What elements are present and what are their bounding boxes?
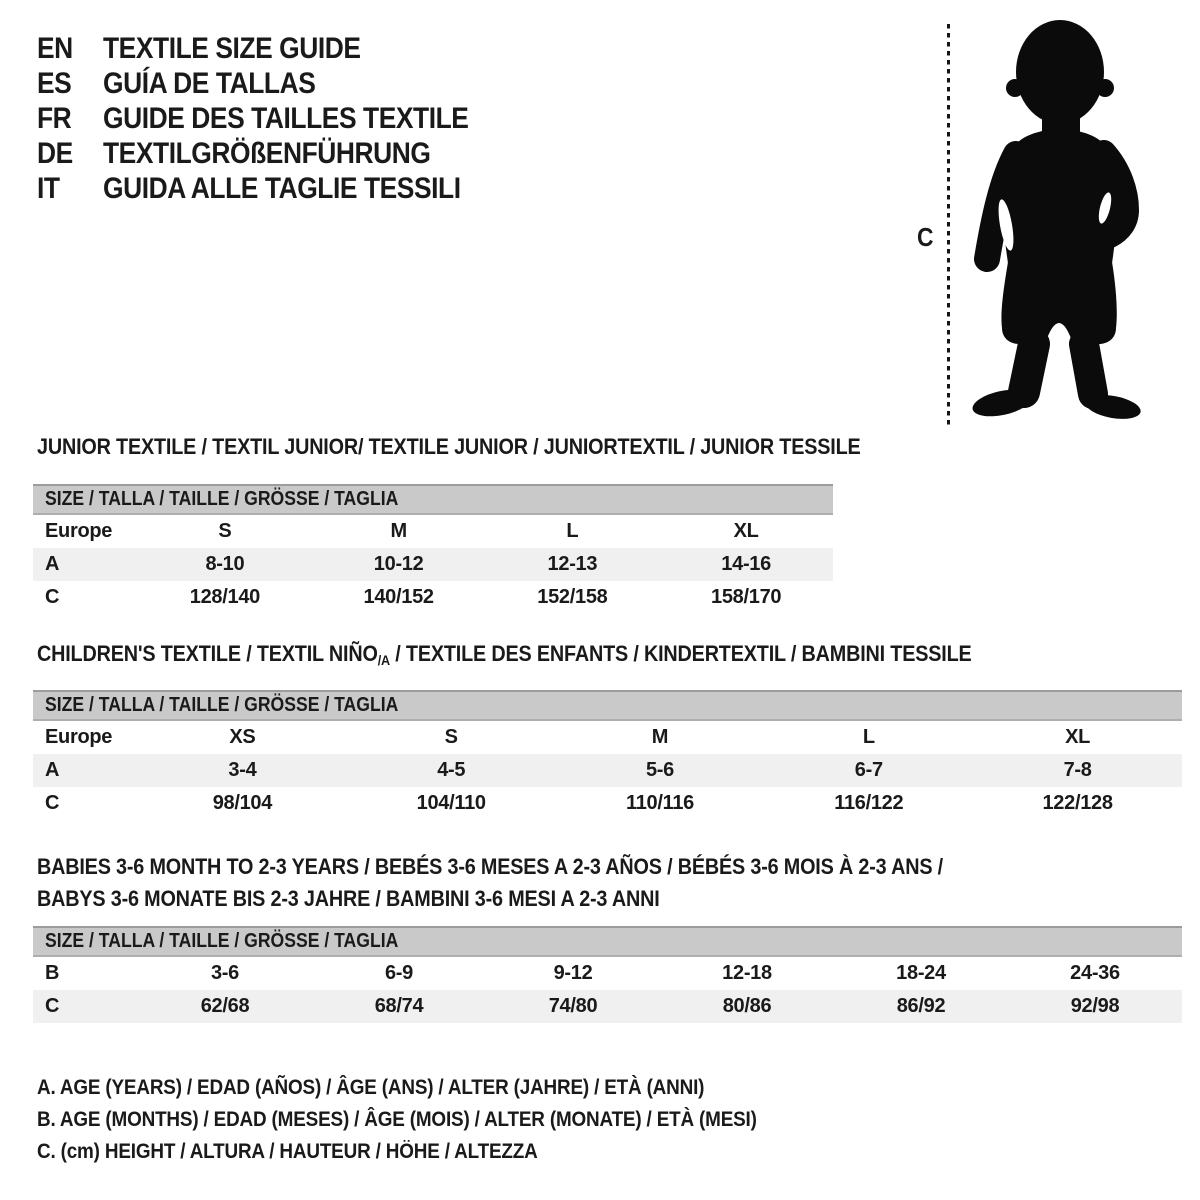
title-line-2: BABYS 3-6 MONATE BIS 2-3 JAHRE / BAMBINI 3-6 MESI A 2-3 ANNI: [37, 886, 660, 911]
table-cell: 68/74: [374, 995, 424, 1017]
table-cell: 98/104: [212, 792, 273, 814]
table-cell: XS: [229, 726, 256, 748]
table-cell: M: [651, 726, 669, 748]
legend-line-a: A. AGE (YEARS) / EDAD (AÑOS) / ÂGE (ANS) / ALTER (JAHRE) / ETÀ (ANNI): [37, 1076, 705, 1099]
table-cell: Europe: [45, 520, 113, 542]
table-cell: 122/128: [1042, 792, 1113, 814]
table-cell: 7-8: [1063, 759, 1092, 781]
table-cell: M: [390, 520, 407, 542]
language-title: GUIDE DES TAILLES TEXTILE: [103, 101, 469, 135]
size-header-label: SIZE / TALLA / TAILLE / GRÖSSE / TAGLIA: [45, 694, 399, 716]
row-label: A: [45, 553, 60, 575]
table-column-header-row: [33, 515, 833, 548]
table-row-height: [33, 990, 1182, 1023]
language-row-fr: [37, 101, 518, 136]
measurement-legend: [37, 1072, 837, 1168]
legend-line-c: C. (cm) HEIGHT / ALTURA / HAUTEUR / HÖHE / ALTEZZA: [37, 1140, 538, 1163]
table-cell: 62/68: [200, 995, 250, 1017]
language-code: DE: [37, 136, 73, 170]
table-cell: XL: [1065, 726, 1091, 748]
size-header-bar: [33, 484, 833, 515]
table-cell: 128/140: [189, 586, 260, 608]
table-cell: L: [862, 726, 875, 748]
junior-size-table: [33, 484, 833, 614]
table-cell: 74/80: [548, 995, 598, 1017]
language-row-en: [37, 31, 518, 66]
title-line-1: BABIES 3-6 MONTH TO 2-3 YEARS / BEBÉS 3-6 MESES A 2-3 AÑOS / BÉBÉS 3-6 MOIS À 2-3 ANS /: [37, 854, 943, 879]
table-cell: 80/86: [722, 995, 772, 1017]
row-label: A: [45, 759, 60, 781]
children-section-title: [37, 641, 972, 667]
table-cell: Europe: [45, 726, 113, 748]
language-code: EN: [37, 31, 73, 65]
language-title: GUIDA ALLE TAGLIE TESSILI: [103, 171, 461, 205]
table-cell: 14-16: [721, 553, 771, 575]
size-header-bar: [33, 690, 1182, 721]
row-label: C: [45, 792, 60, 814]
table-row-age: [33, 754, 1182, 787]
size-header-label: SIZE / TALLA / TAILLE / GRÖSSE / TAGLIA: [45, 930, 399, 952]
table-cell: 104/110: [416, 792, 486, 814]
table-cell: XL: [733, 520, 759, 542]
table-cell: 8-10: [205, 553, 245, 575]
table-cell: 158/170: [711, 586, 782, 608]
language-row-es: [37, 66, 518, 101]
table-cell: 140/152: [363, 586, 434, 608]
junior-section-title: JUNIOR TEXTILE / TEXTIL JUNIOR/ TEXTILE JUNIOR / JUNIORTEXTIL / JUNIOR TESSILE: [37, 434, 861, 459]
babies-section-title: [37, 851, 943, 915]
table-cell: 110/116: [625, 792, 694, 814]
table-cell: S: [218, 520, 232, 542]
table-column-header-row: [33, 721, 1182, 754]
table-cell: 4-5: [437, 759, 466, 781]
size-header-label: SIZE / TALLA / TAILLE / GRÖSSE / TAGLIA: [45, 488, 399, 510]
height-measure-label: C: [917, 222, 934, 252]
toddler-silhouette-image: [958, 12, 1153, 422]
language-title: TEXTILGRÖßENFÜHRUNG: [103, 136, 431, 170]
table-row-age-months: [33, 957, 1182, 990]
table-row-height: [33, 581, 833, 614]
legend-line-b: B. AGE (MONTHS) / EDAD (MESES) / ÂGE (MOIS) / ALTER (MONATE) / ETÀ (MESI): [37, 1108, 757, 1131]
table-row-age: [33, 548, 833, 581]
language-code: FR: [37, 101, 72, 135]
language-header: [37, 31, 518, 206]
language-code: ES: [37, 66, 72, 100]
table-cell: 24-36: [1070, 962, 1120, 984]
title-text: CHILDREN'S TEXTILE / TEXTIL NIÑO: [37, 641, 378, 666]
table-cell: 152/158: [537, 586, 608, 608]
table-cell: 116/122: [834, 792, 904, 814]
table-cell: 6-9: [384, 962, 413, 984]
table-cell: 3-6: [210, 962, 239, 984]
row-label: C: [45, 586, 60, 608]
language-title: GUÍA DE TALLAS: [103, 66, 316, 100]
height-measure-dashed-line: [947, 24, 950, 426]
table-cell: 92/98: [1070, 995, 1120, 1017]
table-cell: 10-12: [373, 553, 424, 575]
table-cell: S: [444, 726, 458, 748]
row-label: C: [45, 995, 60, 1017]
table-cell: 12-13: [547, 553, 598, 575]
row-label: B: [45, 962, 60, 984]
table-cell: 86/92: [896, 995, 946, 1017]
language-row-it: [37, 171, 518, 206]
children-size-table: [33, 690, 1182, 820]
language-row-de: [37, 136, 518, 171]
table-cell: 12-18: [722, 962, 772, 984]
table-cell: 18-24: [896, 962, 946, 984]
language-title: TEXTILE SIZE GUIDE: [103, 31, 361, 65]
language-code: IT: [37, 171, 60, 205]
table-cell: 6-7: [854, 759, 883, 781]
table-cell: L: [566, 520, 579, 542]
babies-size-table: [33, 926, 1182, 1023]
title-text: / TEXTILE DES ENFANTS / KINDERTEXTIL / BAMBINI TESSILE: [389, 641, 972, 666]
table-cell: 5-6: [645, 759, 674, 781]
size-header-bar: [33, 926, 1182, 957]
table-cell: 9-12: [553, 962, 593, 984]
table-row-height: [33, 787, 1182, 820]
title-subscript: /A: [377, 652, 390, 668]
table-cell: 3-4: [228, 759, 257, 781]
